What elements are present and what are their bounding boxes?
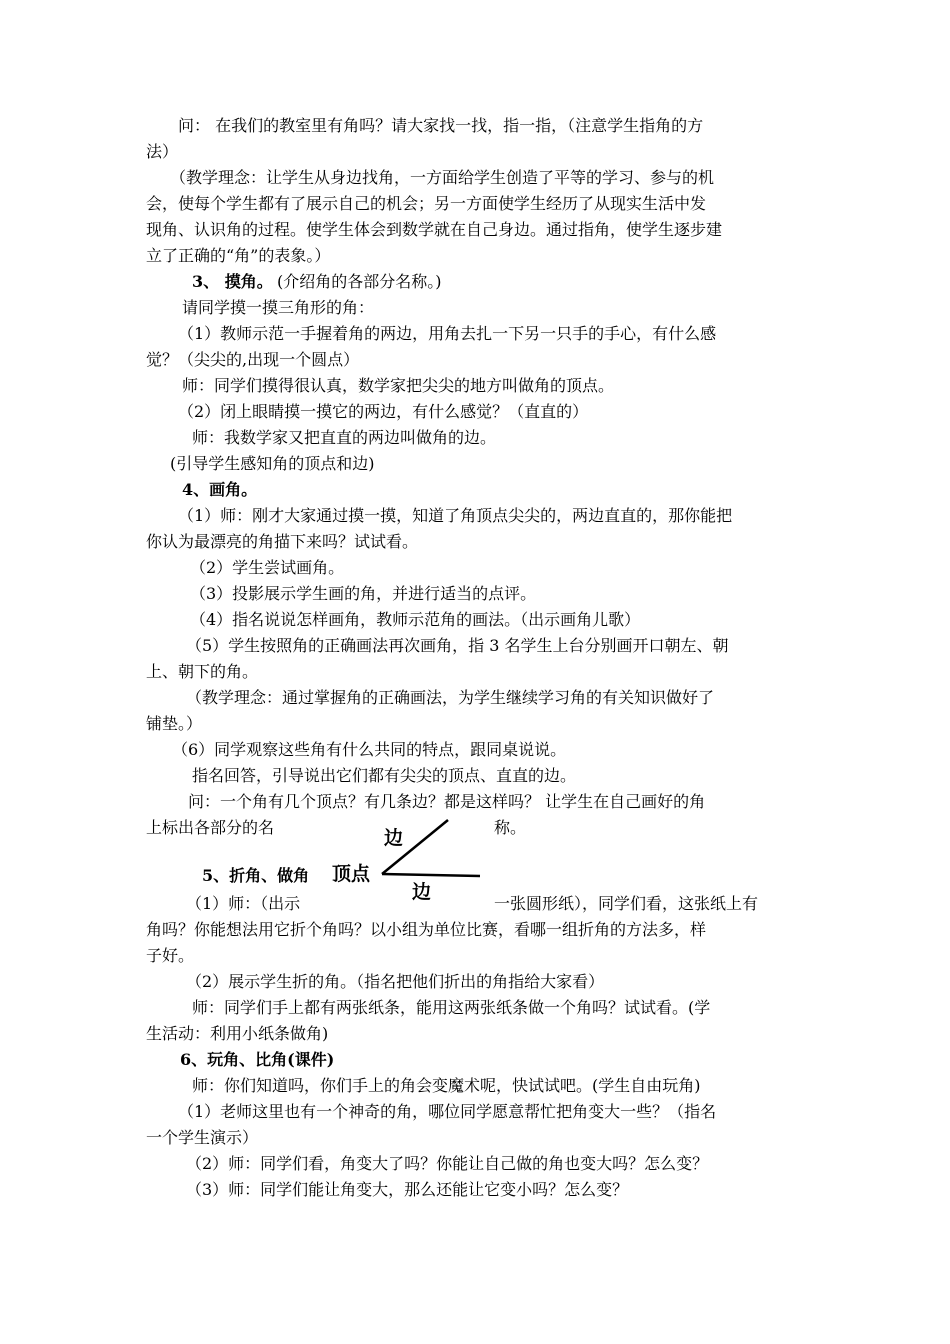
vertex-label: 顶点 xyxy=(332,863,371,885)
angle-svg xyxy=(330,816,485,906)
text-line: （3）投影展示学生画的角，并进行适当的点评。 xyxy=(190,584,537,603)
text-line: （4）指名说说怎样画角，教师示范角的画法。（出示画角儿歌） xyxy=(190,610,641,629)
text-line: （5）学生按照角的正确画法再次画角，指 3 名学生上台分别画开口朝左、朝 xyxy=(186,636,729,655)
text-line: 子好。 xyxy=(146,946,195,965)
text-line: （6）同学观察这些角有什么共同的特点，跟同桌说说。 xyxy=(172,740,567,759)
text-line: 上、朝下的角。 xyxy=(146,662,259,681)
text-line: 现角、认识角的过程。使学生体会到数学就在自己身边。通过指角，使学生逐步建 xyxy=(146,220,723,239)
text-line: （1）教师示范一手握着角的两边，用角去扎一下另一只手的手心，有什么感 xyxy=(178,324,717,343)
text-line: 法） xyxy=(146,142,179,161)
angle-side-bottom xyxy=(382,874,480,876)
text-line: 指名回答，引导说出它们都有尖尖的顶点、直直的边。 xyxy=(192,766,577,785)
text-line: 角吗？你能想法用它折个角吗？以小组为单位比赛，看哪一组折角的方法多，样 xyxy=(146,920,707,939)
text-line: （1）老师这里也有一个神奇的角，哪位同学愿意帮忙把角变大一些？（指名 xyxy=(178,1102,717,1121)
text-line: 4、画角。 xyxy=(182,480,258,499)
text-line: （1）师：刚才大家通过摸一摸，知道了角顶点尖尖的，两边直直的，那你能把 xyxy=(178,506,733,525)
text-line: 一个学生演示） xyxy=(146,1128,259,1147)
text-line: 铺垫。） xyxy=(146,714,203,733)
text-line: （2）展示学生折的角。（指名把他们折出的角指给大家看） xyxy=(186,972,605,991)
text-line: 5、折角、做角 xyxy=(202,866,310,885)
text-line: 问：一个角有几个顶点？有几条边？都是这样吗？ 让学生在自己画好的角 xyxy=(188,792,706,811)
text-line: 师：我数学家又把直直的两边叫做角的边。 xyxy=(192,428,497,447)
text-line: 会，使每个学生都有了展示自己的机会；另一方面使学生经历了从现实生活中发 xyxy=(146,194,707,213)
angle-diagram xyxy=(330,816,485,906)
text-line: 立了正确的“角”的表象。） xyxy=(146,246,331,265)
text-line: 生活动：利用小纸条做角) xyxy=(146,1024,329,1043)
text-line: 师：你们知道吗，你们手上的角会变魔术呢，快试试吧。(学生自由玩角) xyxy=(192,1076,701,1095)
text-line: （教学理念：通过掌握角的正确画法，为学生继续学习角的有关知识做好了 xyxy=(186,688,715,707)
text-line: (介绍角的各部分名称。) xyxy=(277,272,442,291)
text-line: （教学理念：让学生从身边找角，一方面给学生创造了平等的学习、参与的机 xyxy=(170,168,715,187)
text-line: 请同学摸一摸三角形的角： xyxy=(182,298,375,317)
text-line: 师：同学们摸得很认真，数学家把尖尖的地方叫做角的顶点。 xyxy=(182,376,615,395)
side-label-bottom: 边 xyxy=(412,881,432,903)
text-line: 6、玩角、比角(课件) xyxy=(180,1050,335,1069)
text-line: 3、 摸角。 xyxy=(192,272,273,291)
text-line: 问： 在我们的教室里有角吗？请大家找一找，指一指，（注意学生指角的方 xyxy=(178,116,704,135)
text-line: 觉？（尖尖的,出现一个圆点） xyxy=(146,350,360,369)
text-line: （2）闭上眼睛摸一摸它的两边，有什么感觉？（直直的） xyxy=(178,402,589,421)
text-line: （1）师：（出示 xyxy=(186,894,301,913)
text-line: （3）师：同学们能让角变大，那么还能让它变小吗？怎么变？ xyxy=(186,1180,629,1199)
side-label-top: 边 xyxy=(384,827,404,849)
text-line: （2）学生尝试画角。 xyxy=(190,558,345,577)
text-line: 称。 xyxy=(494,818,527,837)
text-line: 你认为最漂亮的角描下来吗？试试看。 xyxy=(146,532,419,551)
text-line: (引导学生感知角的顶点和边) xyxy=(170,454,375,473)
text-line: （2）师：同学们看，角变大了吗？你能让自己做的角也变大吗？怎么变？ xyxy=(186,1154,709,1173)
text-line: 一张圆形纸），同学们看，这张纸上有 xyxy=(494,894,759,913)
text-line: 上标出各部分的名 xyxy=(146,818,275,837)
text-line: 师：同学们手上都有两张纸条，能用这两张纸条做一个角吗？试试看。(学 xyxy=(192,998,711,1017)
